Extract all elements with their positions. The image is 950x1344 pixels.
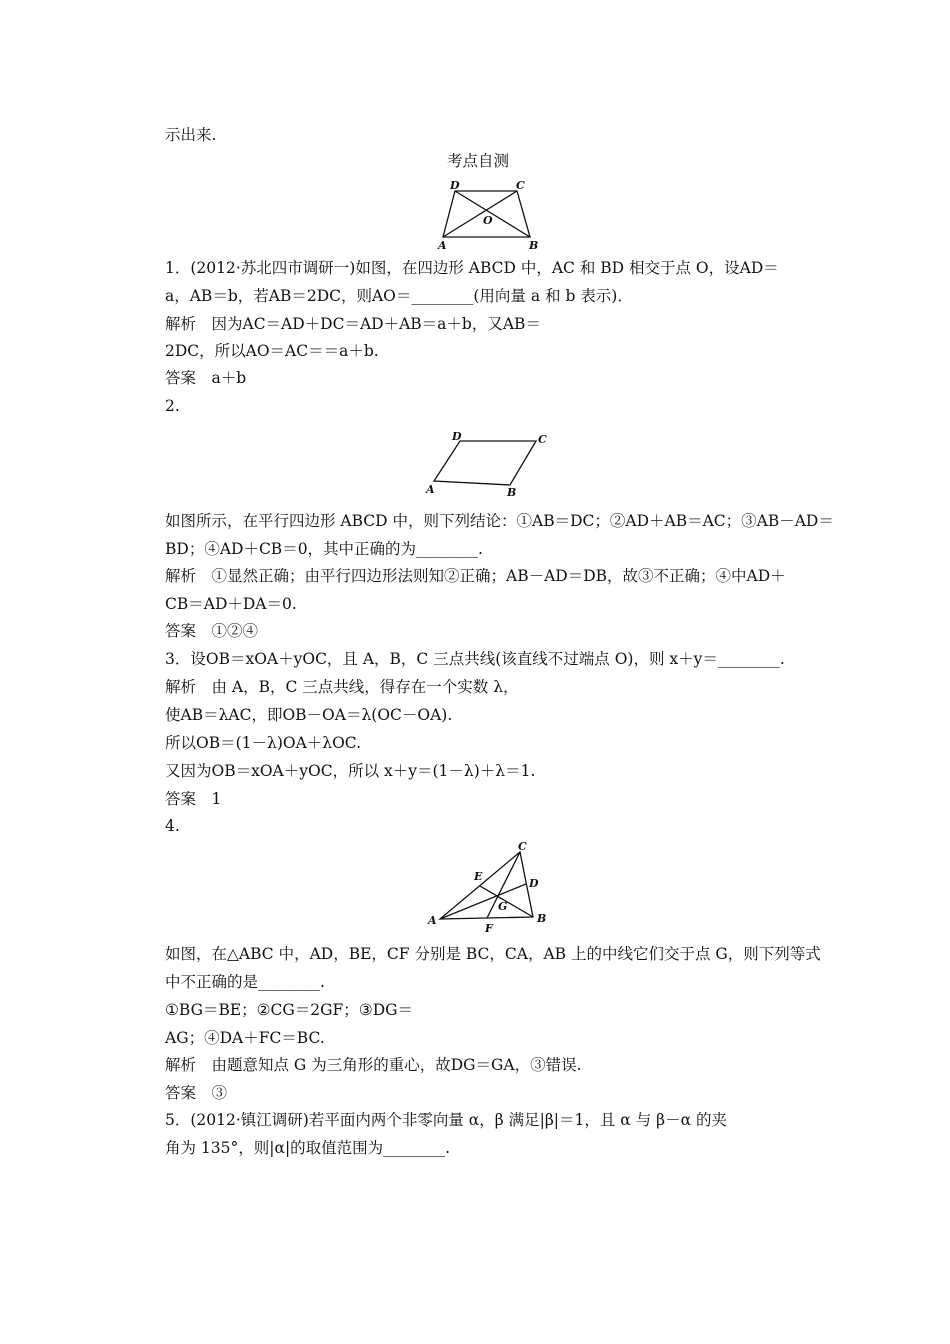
label-c: C bbox=[516, 179, 525, 192]
text-line: 又因为OB＝xOA＋yOC，所以 x＋y＝(1－λ)＋λ＝1. bbox=[165, 762, 536, 780]
text-line: CB＝AD＋DA＝0. bbox=[165, 595, 297, 613]
text-line: 3．设OB＝xOA＋yOC，且 A，B，C 三点共线(该直线不过端点 O)，则 x＋y＝________. bbox=[165, 650, 785, 668]
text-line: 解析 因为AC＝AD＋DC＝AD＋AB＝a＋b，又AB＝ bbox=[165, 315, 541, 333]
label-g: G bbox=[498, 900, 508, 913]
label-b: B bbox=[529, 239, 539, 252]
text-line: 使AB＝λAC，即OB－OA＝λ(OC－OA). bbox=[165, 706, 453, 724]
label-a: A bbox=[428, 914, 437, 927]
text-line: 解析 ①显然正确；由平行四边形法则知②正确；AB－AD＝DB，故③不正确；④中AD＋ bbox=[165, 567, 786, 585]
parallelogram-outline bbox=[434, 441, 536, 485]
text-line: ①BG＝BE；②CG＝2GF；③DG＝ bbox=[165, 1001, 414, 1019]
label-e: E bbox=[474, 870, 483, 883]
label-d: D bbox=[450, 179, 460, 192]
label-c: C bbox=[538, 433, 547, 446]
answer-line: 答案 ③ bbox=[165, 1084, 228, 1102]
label-b: B bbox=[537, 912, 547, 925]
text-line: 示出来. bbox=[165, 126, 217, 144]
text-line: 解析 由 A，B，C 三点共线，得存在一个实数 λ， bbox=[165, 678, 519, 696]
text-line: AG；④DA＋FC＝BC. bbox=[165, 1029, 325, 1047]
answer-line: 答案 ①②④ bbox=[165, 622, 259, 640]
label-a: A bbox=[426, 483, 435, 496]
text-line: 所以OB＝(1－λ)OA＋λOC. bbox=[165, 734, 362, 752]
text-line: 如图，在△ABC 中，AD，BE，CF 分别是 BC，CA，AB 上的中线它们交于点 G，则下列等式 bbox=[165, 945, 821, 963]
question-number: 4. bbox=[165, 817, 180, 835]
text-line: 如图所示，在平行四边形 ABCD 中，则下列结论：①AB＝DC；②AD＋AB＝AC；③AB－AD＝ bbox=[165, 512, 834, 530]
answer-line: 答案 a＋b bbox=[165, 369, 247, 387]
label-f: F bbox=[485, 922, 493, 935]
answer-line: 答案 1 bbox=[165, 790, 222, 808]
label-d: D bbox=[529, 877, 539, 890]
label-b: B bbox=[507, 486, 517, 499]
label-c: C bbox=[518, 840, 527, 853]
text-line: 中不正确的是________. bbox=[165, 973, 325, 991]
median-ad bbox=[440, 884, 526, 919]
label-a: A bbox=[438, 239, 447, 252]
figure-trapezoid bbox=[430, 178, 550, 252]
text-line: 解析 由题意知点 G 为三角形的重心，故DG＝GA，③错误. bbox=[165, 1056, 582, 1074]
text-line: 1．(2012·苏北四市调研一)如图，在四边形 ABCD 中，AC 和 BD 相交于点 O，设AD＝ bbox=[165, 259, 779, 277]
text-line: a，AB＝b，若AB＝2DC，则AO＝________(用向量 a 和 b 表示)． bbox=[165, 287, 633, 305]
figure-parallelogram bbox=[420, 428, 560, 500]
figure-triangle-medians bbox=[422, 840, 562, 936]
text-line: 2DC，所以AO＝AC＝＝a＋b. bbox=[165, 342, 379, 360]
diagonal-ac bbox=[443, 191, 517, 237]
label-o: O bbox=[483, 214, 493, 227]
text-line: 角为 135°，则|α|的取值范围为________. bbox=[165, 1139, 451, 1157]
question-number: 2. bbox=[165, 397, 180, 415]
section-heading: 考点自测 bbox=[447, 152, 510, 170]
text-line: 5．(2012·镇江调研)若平面内两个非零向量 α，β 满足|β|＝1，且 α 与 β－α 的夹 bbox=[165, 1111, 727, 1129]
text-line: BD；④AD＋CB＝0，其中正确的为________. bbox=[165, 540, 483, 558]
label-d: D bbox=[452, 430, 462, 443]
